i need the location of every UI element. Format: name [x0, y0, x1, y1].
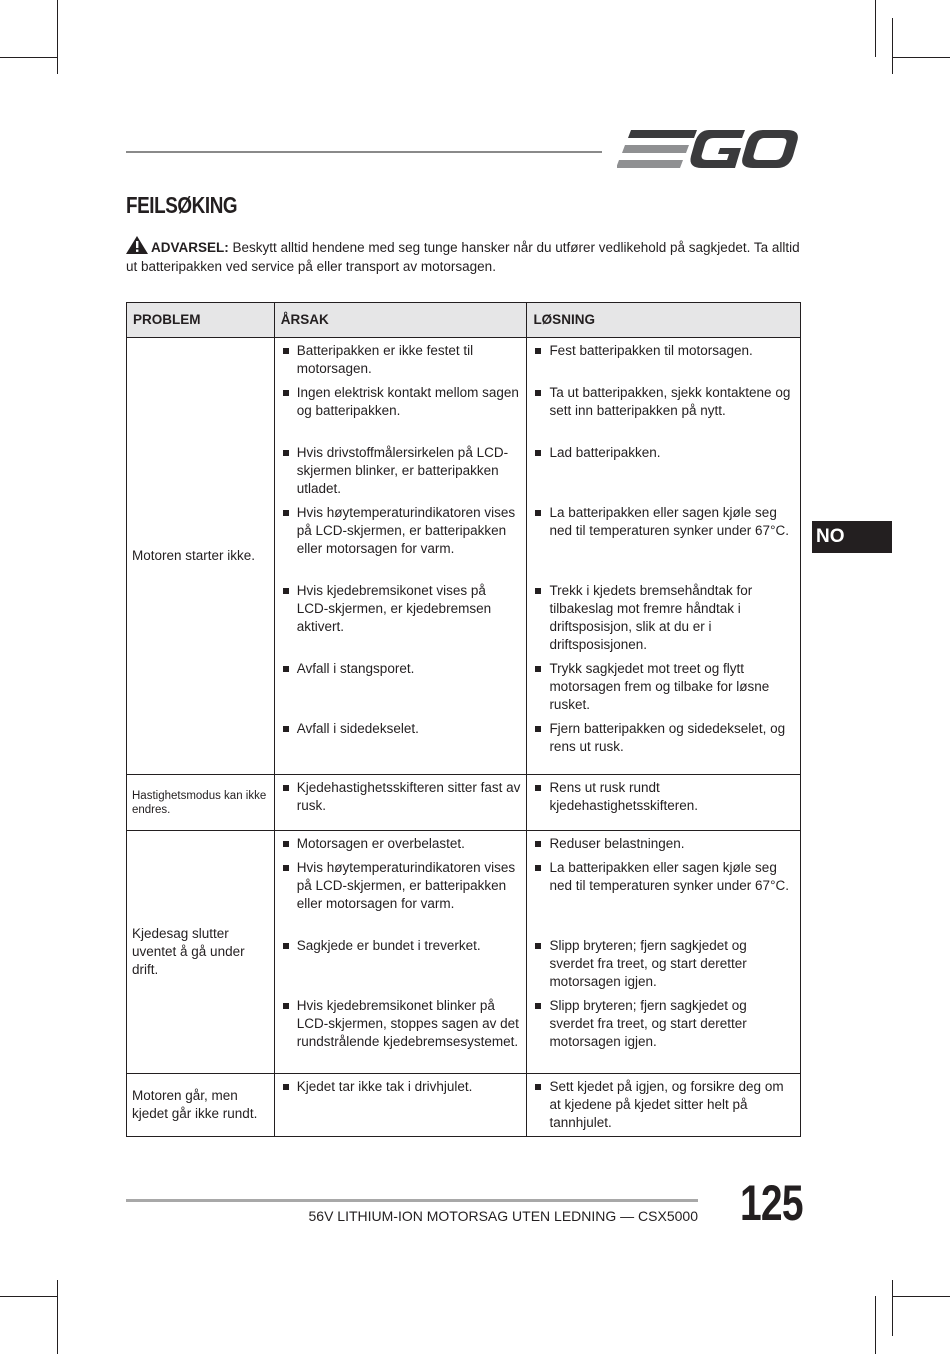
solution-item: Slipp bryteren; fjern sagkjedet og sverdet fra treet, og start deretter motorsagen igjen.	[533, 937, 794, 991]
column-header-problem: PROBLEM	[127, 303, 275, 338]
warning-label: ADVARSEL:	[151, 240, 229, 255]
solution-item: Trekk i kjedets bremsehåndtak for tilbakeslag mot fremre håndtak i driftsposisjon, slik at du er i driftsposisjonen.	[533, 582, 794, 654]
solution-item: Fest batteripakken til motorsagen.	[533, 342, 794, 378]
problem-cell: Motoren går, men kjedet går ikke rundt.	[127, 1074, 275, 1137]
header-rule	[126, 151, 602, 153]
solution-item: La batteripakken eller sagen kjøle seg ned til temperaturen synker under 67°C.	[533, 504, 794, 576]
solution-item: Reduser belastningen.	[533, 835, 794, 853]
crop-mark	[892, 18, 893, 74]
problem-cell: Motoren starter ikke.	[127, 338, 275, 775]
cause-cell	[274, 775, 527, 831]
cause-item: Motorsagen er overbelastet.	[281, 835, 521, 853]
cause-item: Avfall i stangsporet.	[281, 660, 521, 714]
footer-product-title: 56V LITHIUM-ION MOTORSAG UTEN LEDNING — CSX5000	[308, 1208, 698, 1224]
warning-text: Beskytt alltid hendene med seg tunge hansker når du utfører vedlikehold på sagkjedet. Ta alltid ut batteripakken ved service på eller transport av motorsagen.	[126, 240, 800, 274]
cause-item: Hvis høytemperaturindikatoren vises på LCD-skjermen, er batteripakken eller motorsagen for varm.	[281, 504, 521, 576]
solution-item: Lad batteripakken.	[533, 444, 794, 498]
table-row	[127, 1074, 801, 1137]
crop-mark	[892, 1280, 893, 1336]
solution-cell	[527, 1074, 801, 1137]
troubleshooting-table	[126, 302, 801, 1137]
solution-item: Ta ut batteripakken, sjekk kontaktene og sett inn batteripakken på nytt.	[533, 384, 794, 438]
crop-mark	[875, 0, 876, 57]
column-header-cause: ÅRSAK	[274, 303, 527, 338]
cause-item: Kjedet tar ikke tak i drivhjulet.	[281, 1078, 521, 1096]
cause-item: Avfall i sidedekselet.	[281, 720, 521, 756]
problem-cell: Hastighetsmodus kan ikke endres.	[127, 775, 275, 831]
crop-mark	[892, 57, 950, 58]
warning-notice	[126, 236, 806, 276]
cause-cell	[274, 338, 527, 775]
crop-mark	[57, 0, 58, 74]
cause-item: Sagkjede er bundet i treverket.	[281, 937, 521, 991]
solution-item: La batteripakken eller sagen kjøle seg ned til temperaturen synker under 67°C.	[533, 859, 794, 931]
page-number: 125	[740, 1175, 803, 1231]
solution-cell	[527, 338, 801, 775]
cause-item: Hvis kjedebremsikonet vises på LCD-skjermen, er kjedebremsen aktivert.	[281, 582, 521, 654]
cause-item: Hvis kjedebremsikonet blinker på LCD-skjermen, stoppes sagen av det rundstrålende kjedebremsesystemet.	[281, 997, 521, 1069]
footer-rule	[126, 1199, 698, 1202]
cause-item: Ingen elektrisk kontakt mellom sagen og batteripakken.	[281, 384, 521, 438]
crop-mark	[57, 1280, 58, 1354]
cause-cell	[274, 831, 527, 1074]
solution-cell	[527, 775, 801, 831]
warning-triangle-icon	[126, 236, 148, 254]
solution-item: Slipp bryteren; fjern sagkjedet og sverdet fra treet, og start deretter motorsagen igjen.	[533, 997, 794, 1069]
crop-mark	[875, 1296, 876, 1354]
crop-mark	[0, 57, 57, 58]
problem-cell: Kjedesag slutter uventet å gå under drift.	[127, 831, 275, 1074]
solution-cell	[527, 831, 801, 1074]
solution-item: Sett kjedet på igjen, og forsikre deg om at kjedene på kjedet sitter helt på tannhjulet.	[533, 1078, 794, 1132]
section-title: FEILSØKING	[126, 192, 238, 218]
cause-item: Hvis drivstoffmålersirkelen på LCD-skjermen blinker, er batteripakken utladet.	[281, 444, 521, 498]
table-row	[127, 831, 801, 1074]
language-tab: NO	[812, 521, 892, 553]
cause-item: Batteripakken er ikke festet til motorsagen.	[281, 342, 521, 378]
solution-item: Trykk sagkjedet mot treet og flytt motorsagen frem og tilbake for løsne rusket.	[533, 660, 794, 714]
cause-item: Hvis høytemperaturindikatoren vises på LCD-skjermen, er batteripakken eller motorsagen for varm.	[281, 859, 521, 931]
crop-mark	[0, 1296, 57, 1297]
cause-item: Kjedehastighetsskifteren sitter fast av rusk.	[281, 779, 521, 815]
solution-item: Rens ut rusk rundt kjedehastighetsskifteren.	[533, 779, 794, 815]
crop-mark	[892, 1296, 950, 1297]
cause-cell	[274, 1074, 527, 1137]
table-row	[127, 338, 801, 775]
table-row	[127, 775, 801, 831]
ego-logo	[617, 128, 799, 172]
table-header-row	[127, 303, 801, 338]
column-header-solution: LØSNING	[527, 303, 801, 338]
solution-item: Fjern batteripakken og sidedekselet, og rens ut rusk.	[533, 720, 794, 756]
